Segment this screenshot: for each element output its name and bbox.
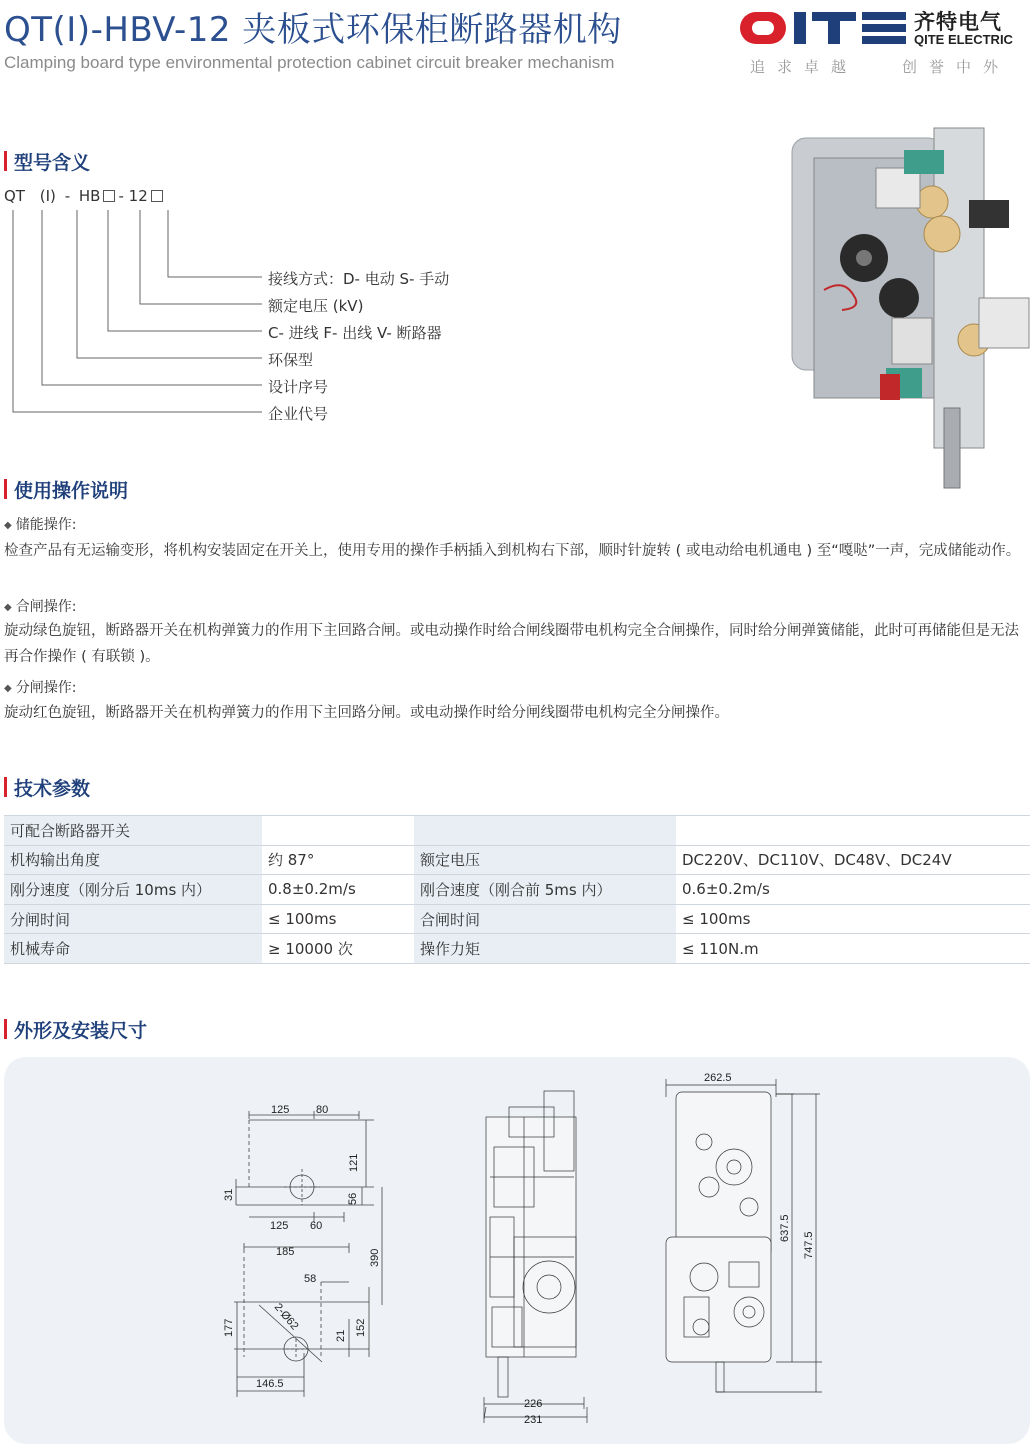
legend-item: 接线方式：D- 电动 S- 手动: [268, 270, 450, 288]
section-heading-model: 型号含义: [4, 148, 90, 175]
spec-label: 机械寿命: [4, 934, 262, 964]
code-part: QT: [4, 187, 25, 205]
dim-label: 125: [270, 1220, 289, 1232]
page-subtitle: Clamping board type environmental protection cabinet circuit breaker mechanism: [4, 53, 615, 72]
dim-label: 637.5: [779, 1214, 791, 1242]
dim-label: 231: [524, 1414, 543, 1426]
section-heading-operation: 使用操作说明: [4, 476, 128, 503]
code-part: (I): [39, 187, 56, 205]
dim-label: 31: [223, 1188, 235, 1201]
op-text-open: 旋动红色旋钮，断路器开关在机构弹簧力的作用下主回路分闸。或电动操作时给分闸线圈带电机构完全分闸操作。: [4, 705, 729, 721]
dim-label: 146.5: [256, 1378, 284, 1390]
dim-label: 747.5: [803, 1231, 815, 1259]
op-text-close: 旋动绿色旋钮，断路器开关在机构弹簧力的作用下主回路合闸。或电动操作时给合闸线圈带电机构完全合闸操作，同时给分闸弹簧储能，此时可再储能但是无法再合作操作 ( 有联锁 )。: [4, 623, 1019, 665]
page-title: QT(I)-HBV-12 夹板式环保柜断路器机构: [4, 10, 622, 50]
spec-value: ≤ 100ms: [676, 904, 1030, 934]
qite-logo-mark: [738, 8, 908, 48]
dim-label: 185: [276, 1246, 295, 1258]
spec-label: 额定电压: [414, 845, 676, 875]
code-part: -: [64, 187, 71, 205]
model-code: [4, 187, 166, 205]
logo-en-name: QITE ELECTRIC: [914, 32, 1013, 47]
legend-item: C- 进线 F- 出线 V- 断路器: [268, 324, 442, 342]
legend-item: 设计序号: [268, 378, 329, 396]
code-placeholder-box: [151, 190, 163, 202]
table-row: [4, 845, 1030, 875]
dim-label: 125: [271, 1104, 290, 1116]
spec-table: [4, 815, 1030, 964]
dim-label: 56: [347, 1192, 359, 1205]
spec-label: 可配合断路器开关: [4, 816, 262, 846]
section-heading-dimensions: 外形及安装尺寸: [4, 1016, 147, 1043]
spec-label: 刚分速度（刚分后 10ms 内）: [4, 875, 262, 905]
dim-label: 58: [304, 1273, 317, 1285]
dim-label: 80: [316, 1104, 329, 1116]
dim-label: 60: [310, 1220, 323, 1232]
legend-item: 企业代号: [268, 405, 329, 423]
spec-label: 机构输出角度: [4, 845, 262, 875]
dim-label: 262.5: [704, 1072, 732, 1084]
op-text-charge: 检查产品有无运输变形，将机构安装固定在开关上，使用专用的操作手柄插入到机构右下部，顺时针旋转 ( 或电动给电机通电 ) 至“嘎哒”一声，完成储能动作。: [4, 543, 1021, 559]
spec-value: [676, 816, 1030, 846]
dim-label: 152: [355, 1318, 367, 1337]
spec-value: ≤ 110N.m: [676, 934, 1030, 964]
code-part: HB: [78, 187, 101, 205]
model-legend-lines: [0, 205, 270, 420]
code-part: -: [118, 187, 124, 205]
spec-value: DC220V、DC110V、DC48V、DC24V: [676, 845, 1030, 875]
spec-value: 0.6±0.2m/s: [676, 875, 1030, 905]
diamond-icon: ◆: [4, 683, 12, 694]
table-row: [4, 816, 1030, 846]
slogan-left: 追求卓越: [750, 58, 859, 76]
spec-value: 约 87°: [262, 845, 414, 875]
spec-value: ≤ 100ms: [262, 904, 414, 934]
code-part: 12: [128, 187, 148, 205]
dimension-drawing-panel: [4, 1057, 1030, 1444]
spec-value: ≥ 10000 次: [262, 934, 414, 964]
brand-logo: [738, 6, 1030, 76]
logo-cn-name: 齐特电气: [914, 10, 1002, 34]
table-row: [4, 904, 1030, 934]
product-photo: [784, 118, 1030, 490]
spec-label: 操作力矩: [414, 934, 676, 964]
dim-label: 121: [348, 1153, 360, 1172]
legend-item: 环保型: [268, 351, 314, 369]
dim-label: 226: [524, 1398, 543, 1410]
spec-label: 分闸时间: [4, 904, 262, 934]
dim-label: 2-Ø62: [271, 1301, 301, 1333]
spec-value: 0.8±0.2m/s: [262, 875, 414, 905]
dim-label: 390: [369, 1248, 381, 1267]
table-row: [4, 875, 1030, 905]
slogan-right: 创誉中外: [902, 58, 1011, 76]
spec-label: 刚合速度（刚合前 5ms 内）: [414, 875, 676, 905]
section-heading-specs: 技术参数: [4, 774, 90, 801]
dim-label: 21: [335, 1329, 347, 1342]
spec-label: [414, 816, 676, 846]
spec-label: 合闸时间: [414, 904, 676, 934]
op-bullet-charge: ◆ 储能操作:: [4, 517, 77, 533]
spec-value: [262, 816, 414, 846]
legend-item: 额定电压 (kV): [268, 297, 364, 315]
dim-label: 177: [223, 1318, 235, 1337]
op-bullet-open: ◆ 分闸操作:: [4, 680, 77, 696]
dimension-drawings: [4, 1057, 1030, 1444]
code-placeholder-box: [103, 190, 115, 202]
diamond-icon: ◆: [4, 602, 12, 613]
op-bullet-close: ◆ 合闸操作:: [4, 599, 77, 615]
table-row: [4, 934, 1030, 964]
diamond-icon: ◆: [4, 520, 12, 531]
